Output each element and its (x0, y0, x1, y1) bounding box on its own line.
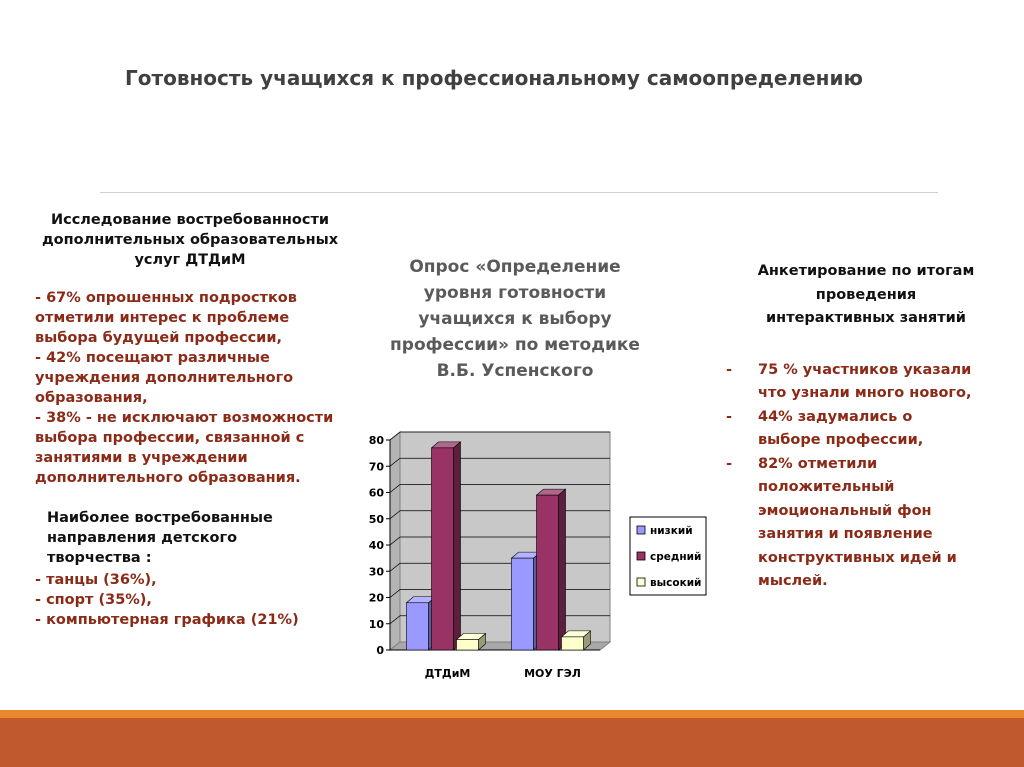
list-item-line: что узнали много нового, (758, 385, 972, 401)
y-tick-label: 10 (368, 617, 384, 631)
bar-высокий-ДТДиМ (457, 634, 486, 651)
left-body-line: образования, (35, 390, 148, 406)
y-tick-label: 20 (368, 591, 384, 605)
left-sub-list-item: - компьютерная графика (21%) (35, 612, 299, 628)
survey-title (380, 254, 650, 384)
bar-front (407, 603, 429, 650)
legend-swatch-высокий (637, 578, 645, 586)
list-item-line: 75 % участников указали (758, 361, 972, 378)
bar-высокий-МОУ ГЭЛ (562, 631, 591, 650)
bar-chart (360, 420, 720, 690)
left-sub-list (30, 570, 350, 630)
left-sub-heading-line: Наиболее востребованные (47, 510, 273, 526)
title-divider (100, 192, 938, 193)
left-body-line: - 67% опрошенных подростков (35, 290, 297, 306)
left-heading-line: услуг ДТДиМ (134, 252, 246, 268)
left-sub-list-item: - спорт (35%), (35, 592, 152, 608)
x-tick-labels (425, 667, 581, 680)
y-tick-label: 80 (368, 434, 384, 447)
survey-title-line: уровня готовности (423, 283, 607, 303)
list-item-text (758, 453, 1018, 594)
list-item-text (758, 406, 1018, 453)
legend-label: средний (650, 551, 702, 563)
chart-legend (630, 517, 706, 595)
list-item-text (758, 359, 1018, 406)
bar-front (562, 637, 584, 650)
right-list (718, 359, 1018, 594)
list-item-line: конструктивных идей и (758, 549, 957, 566)
left-sub-heading-line: творчества : (47, 550, 152, 566)
survey-title-line: В.Б. Успенского (436, 361, 594, 381)
left-body-line: выбора будущей профессии, (35, 330, 282, 346)
legend-swatch-низкий (637, 526, 645, 534)
list-item-line: 82% отметили (758, 455, 878, 472)
bar-средний-ДТДиМ (432, 442, 461, 650)
right-list-item (718, 453, 1018, 594)
left-body-line: выбора профессии, связанной с (35, 430, 305, 446)
list-item-line: занятия и появление (758, 526, 933, 542)
legend-label: низкий (650, 525, 693, 537)
right-heading-line: интерактивных занятий (766, 310, 966, 326)
list-item-line: выборе профессии, (758, 432, 924, 448)
list-dash: - (726, 408, 733, 425)
left-body-line: учреждения дополнительного (35, 370, 294, 386)
left-heading (30, 210, 350, 270)
right-list-item (718, 359, 1018, 406)
left-column (30, 210, 350, 630)
bar-front (432, 448, 454, 650)
survey-title-line: Опрос «Определение (409, 257, 621, 277)
footer-accent-stripe (0, 710, 1024, 718)
bar-chart-svg (360, 420, 720, 690)
slide-title: Готовность учащихся к профессиональному самоопределению (125, 66, 863, 90)
x-tick-label: ДТДиМ (424, 667, 471, 680)
bar-side (454, 442, 461, 650)
y-tick-label: 0 (376, 644, 384, 657)
bar-средний-МОУ ГЭЛ (537, 489, 566, 650)
list-item-line: 44% задумались о (758, 408, 913, 425)
left-sub-heading-line: направления детского (47, 530, 238, 546)
bar-низкий-МОУ ГЭЛ (512, 552, 541, 650)
left-sub-list-item: - танцы (36%), (35, 572, 157, 588)
left-body-line: занятиями в учреждении (35, 450, 248, 466)
legend-label: высокий (650, 577, 702, 589)
left-heading-line: Исследование востребованности (50, 212, 330, 228)
bar-front (537, 495, 559, 650)
y-tick-label: 40 (368, 539, 384, 552)
left-body-line: дополнительного образования. (35, 470, 301, 486)
list-item-line: мыслей. (758, 573, 828, 589)
list-dash: - (726, 361, 733, 378)
y-tick-label: 30 (368, 565, 384, 579)
right-column (718, 260, 1018, 594)
left-body-line: отметили интерес к проблеме (35, 310, 290, 326)
right-list-item (718, 406, 1018, 453)
left-body-line: - 42% посещают различные (35, 350, 270, 366)
left-heading-line: дополнительных образовательных (41, 232, 339, 248)
y-tick-label: 60 (368, 486, 384, 500)
right-heading (718, 260, 1014, 331)
legend-swatch-средний (637, 552, 645, 560)
survey-title-line: учащихся к выбору (418, 309, 612, 329)
y-tick-label: 70 (368, 460, 384, 474)
right-heading-line: проведения (815, 286, 917, 303)
bar-низкий-ДТДиМ (407, 597, 436, 650)
list-dash: - (726, 455, 733, 472)
list-item-line: эмоциональный фон (758, 502, 932, 519)
left-sub-heading (30, 508, 350, 568)
bar-front (457, 640, 479, 651)
list-item-line: положительный (758, 479, 895, 495)
bar-front (512, 558, 534, 650)
footer-band (0, 718, 1024, 767)
y-tick-label: 50 (368, 512, 384, 526)
x-tick-label: МОУ ГЭЛ (524, 667, 581, 680)
left-body (30, 288, 350, 488)
left-body-line: - 38% - не исключают возможности (35, 410, 334, 426)
bar-side (559, 489, 566, 650)
y-tick-labels (369, 434, 390, 657)
right-heading-line: Анкетирование по итогам (757, 263, 975, 279)
survey-title-line: профессии» по методике (390, 335, 640, 355)
